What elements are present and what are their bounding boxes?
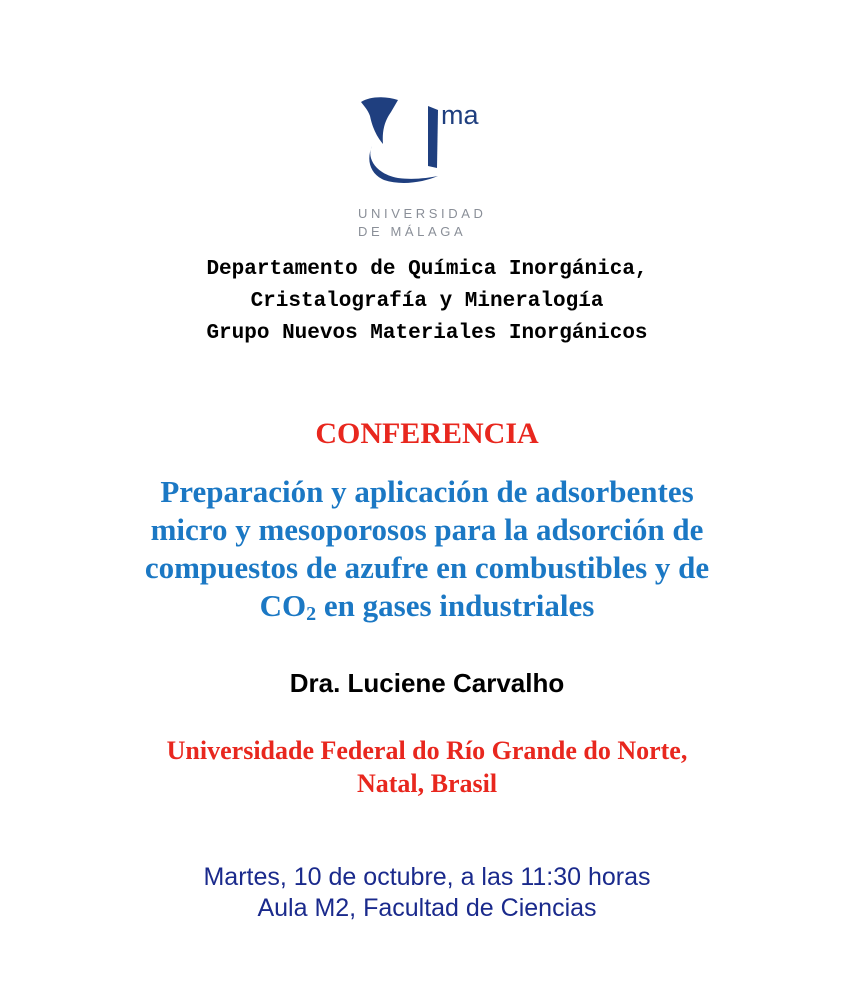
talk-title-line-1: Preparación y aplicación de adsorbentes <box>160 474 694 509</box>
department-line-3: Grupo Nuevos Materiales Inorgánicos <box>206 322 648 345</box>
speaker-name: Dra. Luciene Carvalho <box>289 668 565 698</box>
department-block <box>0 254 854 350</box>
uma-logo-mark-icon <box>358 92 443 187</box>
department-line-2: Cristalografía y Mineralogía <box>250 290 604 313</box>
co2-subscript: 2 <box>306 603 317 625</box>
university-logo <box>358 92 508 242</box>
talk-title-line-4 <box>0 587 854 625</box>
talk-title-line-3: compuestos de azufre en combustibles y de <box>144 550 710 585</box>
department-line-1: Departamento de Química Inorgánica, <box>206 258 648 281</box>
institution-block <box>0 734 854 800</box>
schedule-date-time: Martes, 10 de octubre, a las 11:30 horas <box>203 863 651 891</box>
talk-title <box>0 473 854 625</box>
logo-de-malaga-text: DE MÁLAGA <box>358 224 467 239</box>
logo-ma-text: ma <box>441 100 479 130</box>
institution-line-2: Natal, Brasil <box>356 769 498 798</box>
co2-co: CO <box>259 588 307 623</box>
institution-line-1: Universidade Federal do Río Grande do Norte, <box>166 736 688 765</box>
talk-title-line-2: micro y mesoporosos para la adsorción de <box>150 512 704 547</box>
schedule-block <box>0 862 854 924</box>
schedule-place: Aula M2, Facultad de Ciencias <box>257 894 597 922</box>
event-type-heading: CONFERENCIA <box>315 417 539 450</box>
logo-universidad-text: UNIVERSIDAD <box>358 206 487 221</box>
talk-title-line-4-rest: en gases industriales <box>316 588 595 623</box>
